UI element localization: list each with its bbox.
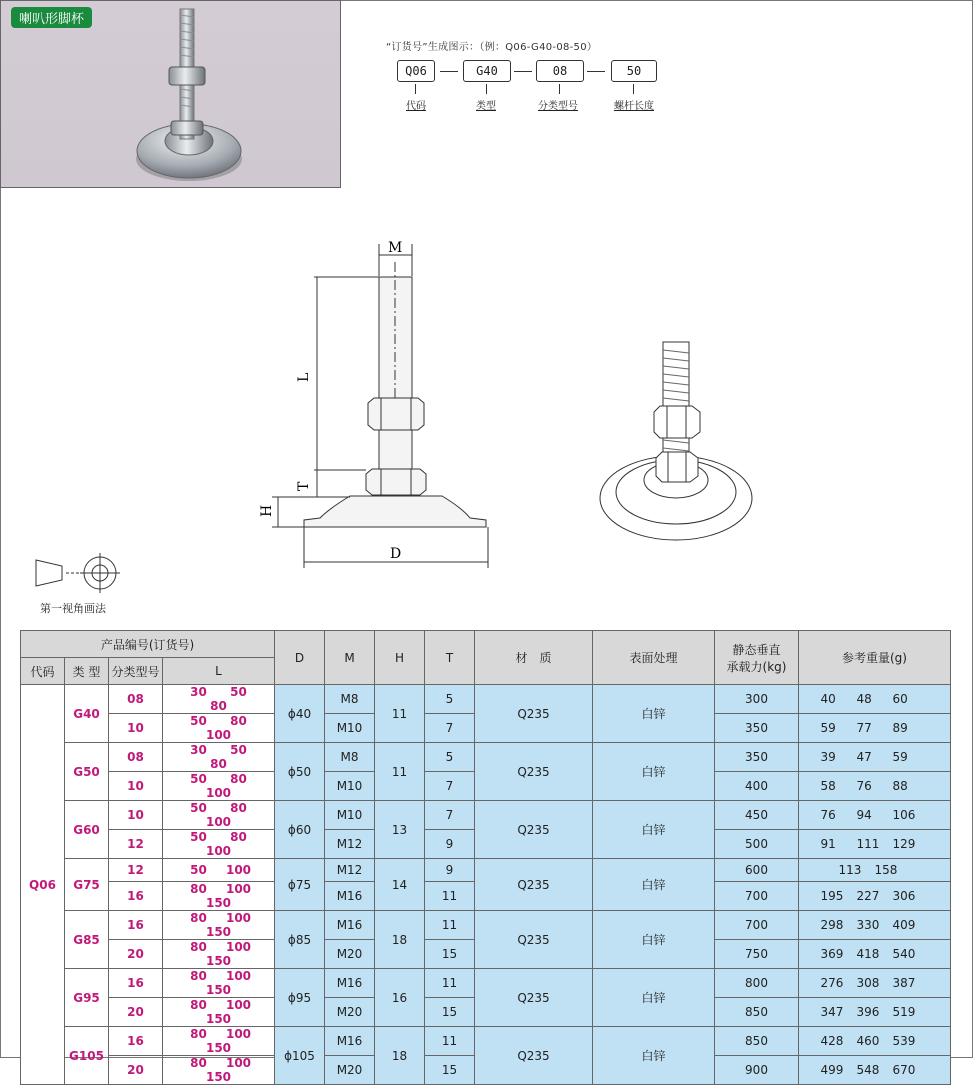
- table-row: [21, 911, 951, 940]
- type-cell: G75: [65, 859, 109, 911]
- order-length-box: 50: [611, 60, 657, 82]
- subtype-cell: 12: [109, 830, 163, 859]
- material-cell: Q235: [475, 743, 593, 801]
- l-cell: 50 100: [163, 859, 275, 882]
- t-cell: 11: [425, 1027, 475, 1056]
- m-cell: M12: [325, 859, 375, 882]
- header-material: 材 质: [475, 631, 593, 685]
- order-type-label: 类型: [476, 101, 496, 112]
- l-cell: 30 5080: [163, 743, 275, 772]
- weight-cell: 39 47 59: [799, 743, 951, 772]
- h-cell: 13: [375, 801, 425, 859]
- weight-cell: 369 418 540: [799, 940, 951, 969]
- load-cell: 450: [715, 801, 799, 830]
- d-cell: ϕ85: [275, 911, 325, 969]
- weight-cell: 298 330 409: [799, 911, 951, 940]
- material-cell: Q235: [475, 859, 593, 911]
- header-surface: 表面处理: [593, 631, 715, 685]
- l-cell: 50 80100: [163, 714, 275, 743]
- order-length-label: 螺杆长度: [614, 101, 654, 112]
- subtype-cell: 16: [109, 882, 163, 911]
- load-cell: 850: [715, 1027, 799, 1056]
- table-row: [21, 685, 951, 714]
- m-cell: M16: [325, 911, 375, 940]
- surface-cell: 白锌: [593, 859, 715, 911]
- header-subtype: 分类型号: [109, 658, 163, 685]
- m-cell: M20: [325, 940, 375, 969]
- material-cell: Q235: [475, 685, 593, 743]
- header-type: 类 型: [65, 658, 109, 685]
- load-cell: 750: [715, 940, 799, 969]
- l-cell: 80 100150: [163, 940, 275, 969]
- h-cell: 18: [375, 911, 425, 969]
- load-cell: 500: [715, 830, 799, 859]
- load-cell: 800: [715, 969, 799, 998]
- weight-cell: 428 460 539: [799, 1027, 951, 1056]
- subtype-cell: 20: [109, 998, 163, 1027]
- h-cell: 14: [375, 859, 425, 911]
- dim-m-label: M: [388, 240, 403, 256]
- subtype-cell: 16: [109, 1027, 163, 1056]
- h-cell: 16: [375, 969, 425, 1027]
- load-cell: 850: [715, 998, 799, 1027]
- m-cell: M20: [325, 998, 375, 1027]
- type-cell: G60: [65, 801, 109, 859]
- t-cell: 15: [425, 940, 475, 969]
- load-cell: 700: [715, 882, 799, 911]
- order-code-label: 代码: [406, 101, 426, 112]
- order-type-box: G40: [463, 60, 511, 82]
- h-cell: 11: [375, 743, 425, 801]
- subtype-cell: 12: [109, 859, 163, 882]
- header-h: H: [375, 631, 425, 685]
- weight-cell: 58 76 88: [799, 772, 951, 801]
- subtype-cell: 10: [109, 772, 163, 801]
- m-cell: M20: [325, 1056, 375, 1085]
- material-cell: Q235: [475, 969, 593, 1027]
- table-row: [21, 969, 951, 998]
- m-cell: M8: [325, 743, 375, 772]
- header-m: M: [325, 631, 375, 685]
- order-title: “订货号”生成图示：（例：Q06-G40-08-50）: [386, 42, 598, 53]
- surface-cell: 白锌: [593, 801, 715, 859]
- load-cell: 400: [715, 772, 799, 801]
- header-load: 静态垂直 承载力(kg): [715, 631, 799, 685]
- load-cell: 350: [715, 743, 799, 772]
- t-cell: 5: [425, 743, 475, 772]
- h-cell: 18: [375, 1027, 425, 1085]
- header-product: 产品编号(订货号): [21, 631, 275, 658]
- order-subtype-label: 分类型号: [538, 101, 578, 112]
- l-cell: 50 80100: [163, 801, 275, 830]
- header-l: L: [163, 658, 275, 685]
- weight-cell: 91 111 129: [799, 830, 951, 859]
- l-cell: 80 100150: [163, 1056, 275, 1085]
- t-cell: 11: [425, 911, 475, 940]
- projection-label: 第一视角画法: [40, 602, 106, 615]
- t-cell: 7: [425, 714, 475, 743]
- order-code-box: Q06: [397, 60, 435, 82]
- type-cell: G40: [65, 685, 109, 743]
- l-cell: 80 100150: [163, 998, 275, 1027]
- type-cell: G50: [65, 743, 109, 801]
- subtype-cell: 08: [109, 743, 163, 772]
- subtype-cell: 16: [109, 969, 163, 998]
- load-cell: 350: [715, 714, 799, 743]
- dim-t-label: T: [296, 481, 312, 491]
- t-cell: 15: [425, 998, 475, 1027]
- header-weight: 参考重量(g): [799, 631, 951, 685]
- t-cell: 7: [425, 801, 475, 830]
- surface-cell: 白锌: [593, 911, 715, 969]
- load-cell: 900: [715, 1056, 799, 1085]
- m-cell: M12: [325, 830, 375, 859]
- m-cell: M10: [325, 801, 375, 830]
- d-cell: ϕ60: [275, 801, 325, 859]
- subtype-cell: 16: [109, 911, 163, 940]
- t-cell: 11: [425, 969, 475, 998]
- m-cell: M16: [325, 1027, 375, 1056]
- m-cell: M16: [325, 882, 375, 911]
- d-cell: ϕ75: [275, 859, 325, 911]
- surface-cell: 白锌: [593, 685, 715, 743]
- isometric-drawing: [600, 342, 752, 540]
- weight-cell: 499 548 670: [799, 1056, 951, 1085]
- type-cell: G105: [65, 1027, 109, 1085]
- load-cell: 600: [715, 859, 799, 882]
- l-cell: 50 80100: [163, 772, 275, 801]
- surface-cell: 白锌: [593, 1027, 715, 1085]
- d-cell: ϕ40: [275, 685, 325, 743]
- d-cell: ϕ50: [275, 743, 325, 801]
- l-cell: 80 100150: [163, 1027, 275, 1056]
- t-cell: 5: [425, 685, 475, 714]
- header-code: 代码: [21, 658, 65, 685]
- weight-cell: 113 158: [799, 859, 951, 882]
- table-row: [21, 1027, 951, 1056]
- l-cell: 80 100150: [163, 882, 275, 911]
- header-d: D: [275, 631, 325, 685]
- table-row: [21, 743, 951, 772]
- table-row: [21, 859, 951, 882]
- subtype-cell: 20: [109, 1056, 163, 1085]
- weight-cell: 276 308 387: [799, 969, 951, 998]
- l-cell: 80 100150: [163, 969, 275, 998]
- spec-body: [21, 685, 951, 1085]
- d-cell: ϕ105: [275, 1027, 325, 1085]
- material-cell: Q235: [475, 911, 593, 969]
- type-cell: G95: [65, 969, 109, 1027]
- header-t: T: [425, 631, 475, 685]
- m-cell: M16: [325, 969, 375, 998]
- t-cell: 11: [425, 882, 475, 911]
- t-cell: 15: [425, 1056, 475, 1085]
- material-cell: Q235: [475, 1027, 593, 1085]
- dim-d-label: D: [390, 546, 402, 562]
- photo-label: 喇叭形脚杯: [11, 7, 92, 28]
- table-row: [21, 801, 951, 830]
- m-cell: M8: [325, 685, 375, 714]
- surface-cell: 白锌: [593, 743, 715, 801]
- m-cell: M10: [325, 772, 375, 801]
- order-subtype-box: 08: [536, 60, 584, 82]
- t-cell: 9: [425, 859, 475, 882]
- t-cell: 7: [425, 772, 475, 801]
- load-cell: 300: [715, 685, 799, 714]
- dim-l-label: L: [296, 372, 312, 382]
- spec-table: [20, 630, 951, 1085]
- subtype-cell: 10: [109, 714, 163, 743]
- t-cell: 9: [425, 830, 475, 859]
- l-cell: 30 5080: [163, 685, 275, 714]
- weight-cell: 347 396 519: [799, 998, 951, 1027]
- type-cell: G85: [65, 911, 109, 969]
- surface-cell: 白锌: [593, 969, 715, 1027]
- weight-cell: 76 94 106: [799, 801, 951, 830]
- code-cell: Q06: [21, 685, 65, 1085]
- l-cell: 50 80100: [163, 830, 275, 859]
- weight-cell: 40 48 60: [799, 685, 951, 714]
- subtype-cell: 10: [109, 801, 163, 830]
- subtype-cell: 20: [109, 940, 163, 969]
- load-cell: 700: [715, 911, 799, 940]
- d-cell: ϕ95: [275, 969, 325, 1027]
- m-cell: M10: [325, 714, 375, 743]
- material-cell: Q235: [475, 801, 593, 859]
- h-cell: 11: [375, 685, 425, 743]
- dim-h-label: H: [259, 504, 275, 517]
- weight-cell: 59 77 89: [799, 714, 951, 743]
- l-cell: 80 100150: [163, 911, 275, 940]
- weight-cell: 195 227 306: [799, 882, 951, 911]
- subtype-cell: 08: [109, 685, 163, 714]
